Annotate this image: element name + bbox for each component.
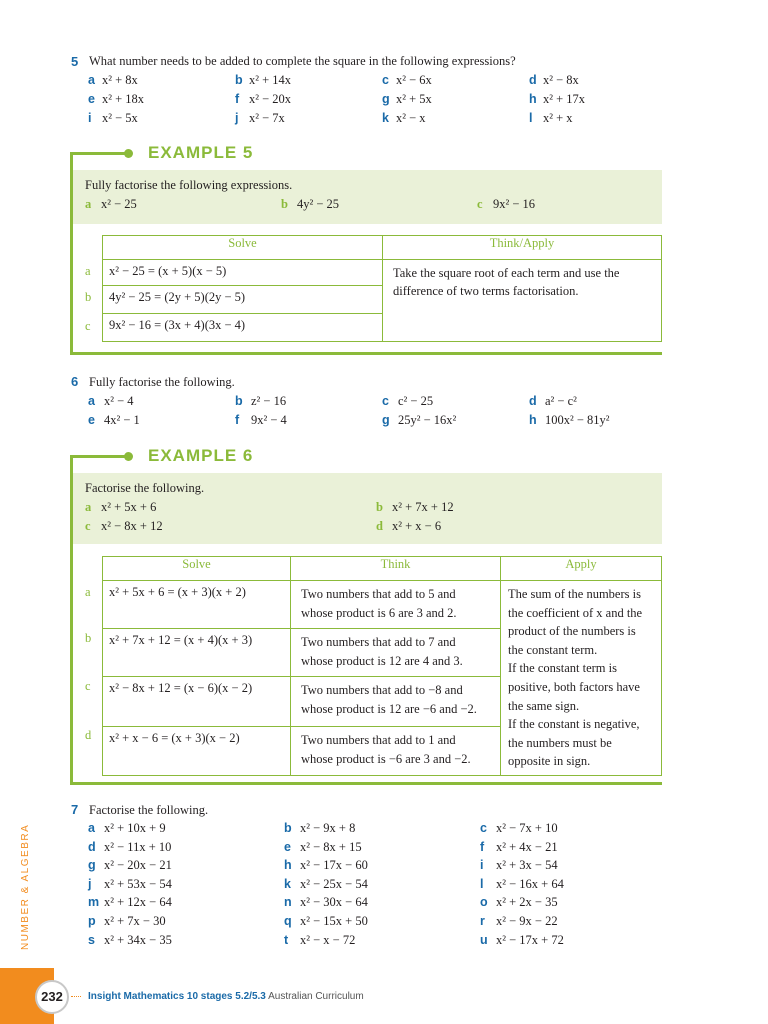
q7-expr-f: x² + 4x − 21 xyxy=(496,839,558,854)
ex6-head-apply: Apply xyxy=(501,557,662,581)
ex6-title: EXAMPLE 6 xyxy=(148,446,254,465)
q7-label-m: m xyxy=(88,895,100,910)
ex5-solve-a: x² − 25 = (x + 5)(x − 5) xyxy=(103,260,383,286)
q6-label-c: c xyxy=(382,394,389,408)
q5-expr-l: x² + x xyxy=(543,111,573,125)
q7-expr-h: x² − 17x − 60 xyxy=(300,858,368,873)
q7-expr-e: x² − 8x + 15 xyxy=(300,839,362,854)
ex6-apply-line: the coefficient of x and the xyxy=(508,605,643,620)
q7-number: 7 xyxy=(71,802,79,817)
ex5-part-label-b: b xyxy=(281,197,288,211)
q6-label-a: a xyxy=(88,394,95,408)
ex5-head-solve: Solve xyxy=(103,236,383,260)
q5-label-k: k xyxy=(382,111,389,125)
page-number: 232 xyxy=(35,980,69,1014)
ex6-think-a-line2: whose product is 6 are 3 and 2. xyxy=(301,606,457,620)
q5-expr-b: x² + 14x xyxy=(249,73,292,87)
q7-expr-i: x² + 3x − 54 xyxy=(496,858,558,873)
ex6-solution-table xyxy=(102,556,662,776)
ex6-apply-line: The sum of the numbers is xyxy=(508,587,641,601)
ex5-part-label-a: a xyxy=(85,197,92,211)
q5-expr-d: x² − 8x xyxy=(543,73,579,87)
footer-book-title: Insight Mathematics 10 stages 5.2/5.3 xyxy=(88,991,266,1002)
ex6-think-d xyxy=(291,726,501,775)
q5-label-h: h xyxy=(529,92,537,106)
ex6-think-b-line2: whose product is 12 are 4 and 3. xyxy=(301,653,463,668)
q7-expr-a: x² + 10x + 9 xyxy=(104,821,166,835)
q6-expr-h: 100x² − 81y² xyxy=(545,413,610,427)
q7-expr-j: x² + 53x − 54 xyxy=(104,876,172,891)
q5-expr-i: x² − 5x xyxy=(102,111,138,125)
ex6-think-c-line2: whose product is 12 are −6 and −2. xyxy=(301,701,477,716)
q7-expr-n: x² − 30x − 64 xyxy=(300,895,368,910)
ex6-part-expr-c: x² − 8x + 12 xyxy=(101,519,163,533)
q5-label-j: j xyxy=(235,111,239,125)
q6-expr-c: c² − 25 xyxy=(398,394,434,408)
ex6-think-c-line1: Two numbers that add to −8 and xyxy=(301,682,463,697)
q7-label-g: g xyxy=(88,858,96,873)
q6-expr-g: 25y² − 16x² xyxy=(398,413,457,427)
q7-expr-p: x² + 7x − 30 xyxy=(104,914,166,928)
q7-text: Factorise the following. xyxy=(89,803,209,817)
ex6-row-label-d: d xyxy=(85,728,92,742)
q6-label-e: e xyxy=(88,413,95,427)
ex6-apply-line: the constant term. xyxy=(508,642,598,657)
q7-expr-u: x² − 17x + 72 xyxy=(496,932,564,947)
q7-expr-t: x² − x − 72 xyxy=(300,932,356,947)
q7-expr-g: x² − 20x − 21 xyxy=(104,858,172,873)
q7-label-a: a xyxy=(88,821,95,835)
q7-label-o: o xyxy=(480,895,488,910)
q6-label-b: b xyxy=(235,394,243,408)
q7-expr-q: x² − 15x + 50 xyxy=(300,914,368,928)
ex6-think-c xyxy=(291,676,501,726)
q7-label-k: k xyxy=(284,876,291,891)
ex6-part-label-c: c xyxy=(85,519,91,533)
q5-label-a: a xyxy=(88,73,95,87)
q7-label-l: l xyxy=(480,876,484,891)
ex6-intro: Factorise the following. xyxy=(85,481,205,495)
q7-label-i: i xyxy=(480,858,484,873)
ex5-solve-b: 4y² − 25 = (2y + 5)(2y − 5) xyxy=(103,286,383,314)
q7-label-j: j xyxy=(88,876,92,891)
q7-expr-s: x² + 34x − 35 xyxy=(104,932,172,947)
q5-label-b: b xyxy=(235,73,243,87)
footer-text xyxy=(88,991,364,1002)
strand-label: NUMBER & ALGEBRA xyxy=(20,823,31,950)
q7-expr-b: x² − 9x + 8 xyxy=(300,821,356,835)
ex5-row-label-b: b xyxy=(85,290,92,304)
q6-label-f: f xyxy=(235,413,240,427)
q5-label-f: f xyxy=(235,92,240,106)
q6-expr-f: 9x² − 4 xyxy=(251,413,287,427)
q6-text: Fully factorise the following. xyxy=(89,375,235,389)
ex6-head-think: Think xyxy=(291,557,501,581)
q5-expr-e: x² + 18x xyxy=(102,92,145,106)
q7-label-t: t xyxy=(284,932,289,947)
footer-dots-left xyxy=(0,996,35,997)
q5-expr-c: x² − 6x xyxy=(396,73,432,87)
q7-label-f: f xyxy=(480,839,485,854)
ex6-part-label-b: b xyxy=(376,500,383,514)
q7-label-e: e xyxy=(284,839,291,854)
footer-dots-right xyxy=(71,996,81,997)
ex5-title: EXAMPLE 5 xyxy=(148,143,254,162)
ex6-apply-line: the same sign. xyxy=(508,698,580,713)
q5-expr-g: x² + 5x xyxy=(396,92,432,106)
q7-label-n: n xyxy=(284,895,292,910)
q5-text: What number needs to be added to complete the square in the following expressions? xyxy=(89,54,516,68)
q7-label-h: h xyxy=(284,858,292,873)
q6-number: 6 xyxy=(71,374,79,389)
ex5-think-text: Take the square root of each term and use the difference of two terms factorisation. xyxy=(383,260,662,342)
q7-label-q: q xyxy=(284,914,292,928)
ex6-think-d-line1: Two numbers that add to 1 and xyxy=(301,732,456,747)
ex6-apply-line: opposite in sign. xyxy=(508,754,591,769)
q5-number: 5 xyxy=(71,54,79,69)
ex6-part-label-a: a xyxy=(85,500,92,514)
ex6-solve-d: x² + x − 6 = (x + 3)(x − 2) xyxy=(103,726,291,775)
q6-label-d: d xyxy=(529,394,537,408)
ex6-apply-line: the numbers must be xyxy=(508,735,612,750)
sidebar-strand xyxy=(20,820,36,950)
q5-expr-j: x² − 7x xyxy=(249,111,285,125)
q7-label-u: u xyxy=(480,932,488,947)
q5-label-d: d xyxy=(529,73,537,87)
ex6-row-label-b: b xyxy=(85,631,92,645)
ex6-think-a-line1: Two numbers that add to 5 and xyxy=(301,587,456,601)
ex5-part-label-c: c xyxy=(477,197,483,211)
ex6-apply-line: positive, both factors have xyxy=(508,679,640,694)
q5-label-l: l xyxy=(529,111,533,125)
q5-label-e: e xyxy=(88,92,95,106)
ex6-think-b-line1: Two numbers that add to 7 and xyxy=(301,634,456,649)
ex5-part-expr-b: 4y² − 25 xyxy=(297,197,340,211)
ex5-row-label-a: a xyxy=(85,264,91,278)
ex6-row-label-c: c xyxy=(85,679,91,693)
ex6-apply-line: If the constant term is xyxy=(508,661,617,676)
ex5-part-expr-a: x² − 25 xyxy=(101,197,137,211)
ex6-head-solve: Solve xyxy=(103,557,291,581)
q7-label-c: c xyxy=(480,821,487,835)
q6-label-h: h xyxy=(529,413,537,427)
q5-expr-f: x² − 20x xyxy=(249,92,292,106)
ex6-think-d-line2: whose product is −6 are 3 and −2. xyxy=(301,751,471,766)
ex6-part-expr-d: x² + x − 6 xyxy=(392,519,442,533)
q7-label-r: r xyxy=(480,914,485,928)
q7-expr-m: x² + 12x − 64 xyxy=(104,895,172,910)
ex6-think-b xyxy=(291,628,501,676)
q5-label-c: c xyxy=(382,73,389,87)
q5-expr-a: x² + 8x xyxy=(102,73,138,87)
q5-expr-k: x² − x xyxy=(396,111,426,125)
ex6-part-label-d: d xyxy=(376,519,383,533)
ex6-apply-line: product of the numbers is xyxy=(508,624,636,639)
q7-label-p: p xyxy=(88,914,96,928)
q7-expr-c: x² − 7x + 10 xyxy=(496,821,558,835)
q5-label-g: g xyxy=(382,92,390,106)
q6-expr-b: z² − 16 xyxy=(251,394,287,408)
ex5-solve-c: 9x² − 16 = (3x + 4)(3x − 4) xyxy=(103,314,383,342)
ex6-solve-a: x² + 5x + 6 = (x + 3)(x + 2) xyxy=(103,581,291,629)
q6-expr-e: 4x² − 1 xyxy=(104,413,140,427)
q5-expr-h: x² + 17x xyxy=(543,92,586,106)
ex6-think-a xyxy=(291,581,501,629)
ex5-row-label-c: c xyxy=(85,319,91,333)
q5-label-i: i xyxy=(88,111,92,125)
ex5-head-think: Think/Apply xyxy=(383,236,662,260)
q6-expr-d: a² − c² xyxy=(545,394,577,408)
ex6-part-expr-a: x² + 5x + 6 xyxy=(101,500,157,514)
q7-label-b: b xyxy=(284,821,292,835)
q7-label-s: s xyxy=(88,932,95,947)
ex6-apply-text xyxy=(501,581,662,776)
ex5-intro: Fully factorise the following expressions. xyxy=(85,178,293,192)
ex6-solve-c: x² − 8x + 12 = (x − 6)(x − 2) xyxy=(103,676,291,726)
q7-expr-o: x² + 2x − 35 xyxy=(496,895,558,910)
q6-expr-a: x² − 4 xyxy=(104,394,134,408)
footer-curriculum: Australian Curriculum xyxy=(268,991,364,1002)
q6-label-g: g xyxy=(382,413,390,427)
ex6-solve-b: x² + 7x + 12 = (x + 4)(x + 3) xyxy=(103,628,291,676)
ex5-part-expr-c: 9x² − 16 xyxy=(493,197,536,211)
q7-expr-d: x² − 11x + 10 xyxy=(104,839,172,854)
q7-expr-r: x² − 9x − 22 xyxy=(496,914,558,928)
ex6-part-expr-b: x² + 7x + 12 xyxy=(392,500,454,514)
q7-label-d: d xyxy=(88,839,96,854)
ex6-row-label-a: a xyxy=(85,585,91,599)
ex6-apply-line: If the constant is negative, xyxy=(508,717,640,732)
ex5-solution-table xyxy=(102,235,662,342)
q7-expr-k: x² − 25x − 54 xyxy=(300,876,368,891)
q7-expr-l: x² − 16x + 64 xyxy=(496,876,564,891)
